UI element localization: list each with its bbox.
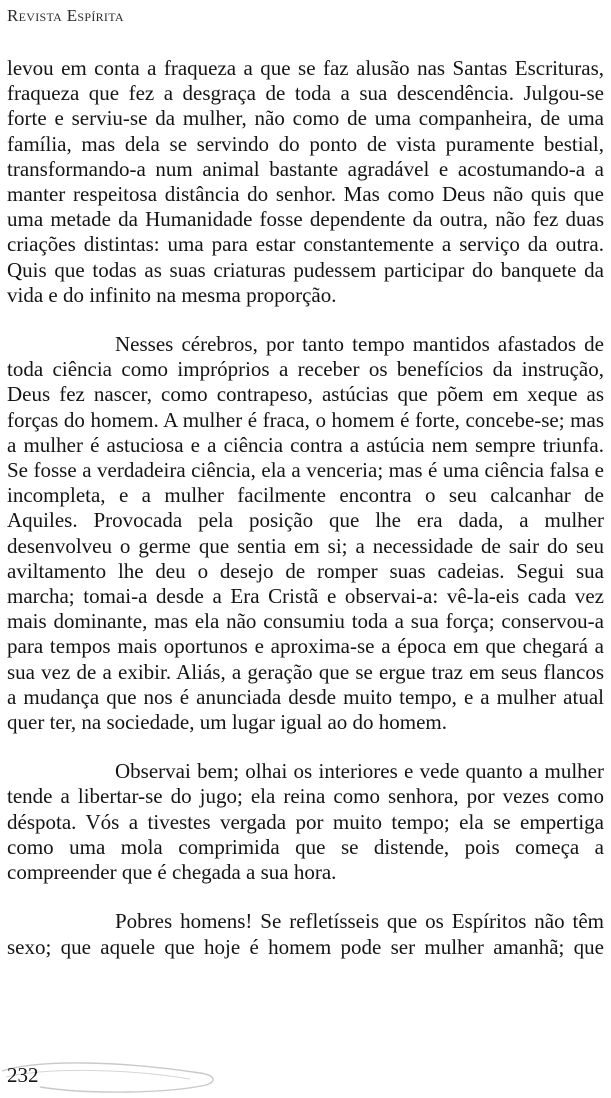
page-number: 232 [7,1063,39,1087]
paragraph-4: Pobres homens! Se refletísseis que os Espíritos não têm sexo; que aquele que hoje é homem pode ser mulher amanhã; que [7,909,604,959]
paragraph-3: Observai bem; olhai os interiores e vede quanto a mulher tende a libertar-se do jugo; ela reina como senhora, por vezes como déspota. Vós a tivestes vergada por muito tempo; ela se empertiga como uma mola comprimida que se distende, pois começa a compreender que é chegada a sua hora. [7,759,604,885]
paragraph-2: Nesses cérebros, por tanto tempo mantidos afastados de toda ciência como impróprios a receber os benefícios da instrução, Deus fez nascer, como contrapeso, astúcias que põem em xeque as forças do homem. A mulher é fraca, o homem é forte, concebe-se; mas a mulher é astuciosa e a ciência contra a astúcia nem sempre triunfa. Se fosse a verdadeira ciência, ela a venceria; mas é uma ciência falsa e incompleta, e a mulher facilmente encontra o seu calcanhar de Aquiles. Provocada pela posição que lhe era dada, a mulher desenvolveu o germe que sentia em si; a necessidade de sair do seu aviltamento lhe deu o desejo de romper suas cadeias. Segui sua marcha; tomai-a desde a Era Cristã e observai-a: vê-la-eis cada vez mais dominante, mas ela não consumiu toda a sua força; conservou-a para tempos mais oportunos e aproxima-se a época em que chegará a sua vez de a exibir. Aliás, a geração que se ergue traz em seus flancos a mudança que nos é anunciada desde muito tempo, e a mulher atual quer ter, na sociedade, um lugar igual ao do homem. [7,332,604,735]
page-body [7,56,604,960]
running-header: Revista Espírita [7,6,124,25]
paragraph-1: levou em conta a fraqueza a que se faz alusão nas Santas Escrituras, fraqueza que fez a desgraça de toda a sua descendência. Julgou-se forte e serviu-se da mulher, não como de uma companheira, de uma família, mas dela se servindo do ponto de vista puramente bestial, transformando-a num animal bastante agradável e acostumando-a a manter respeitosa distância do senhor. Mas como Deus não quis que uma metade da Humanidade fosse dependente da outra, não fez duas criações distintas: uma para estar constantemente a serviço da outra. Quis que todas as suas criaturas pudessem participar do banquete da vida e do infinito na mesma proporção. [7,56,604,307]
